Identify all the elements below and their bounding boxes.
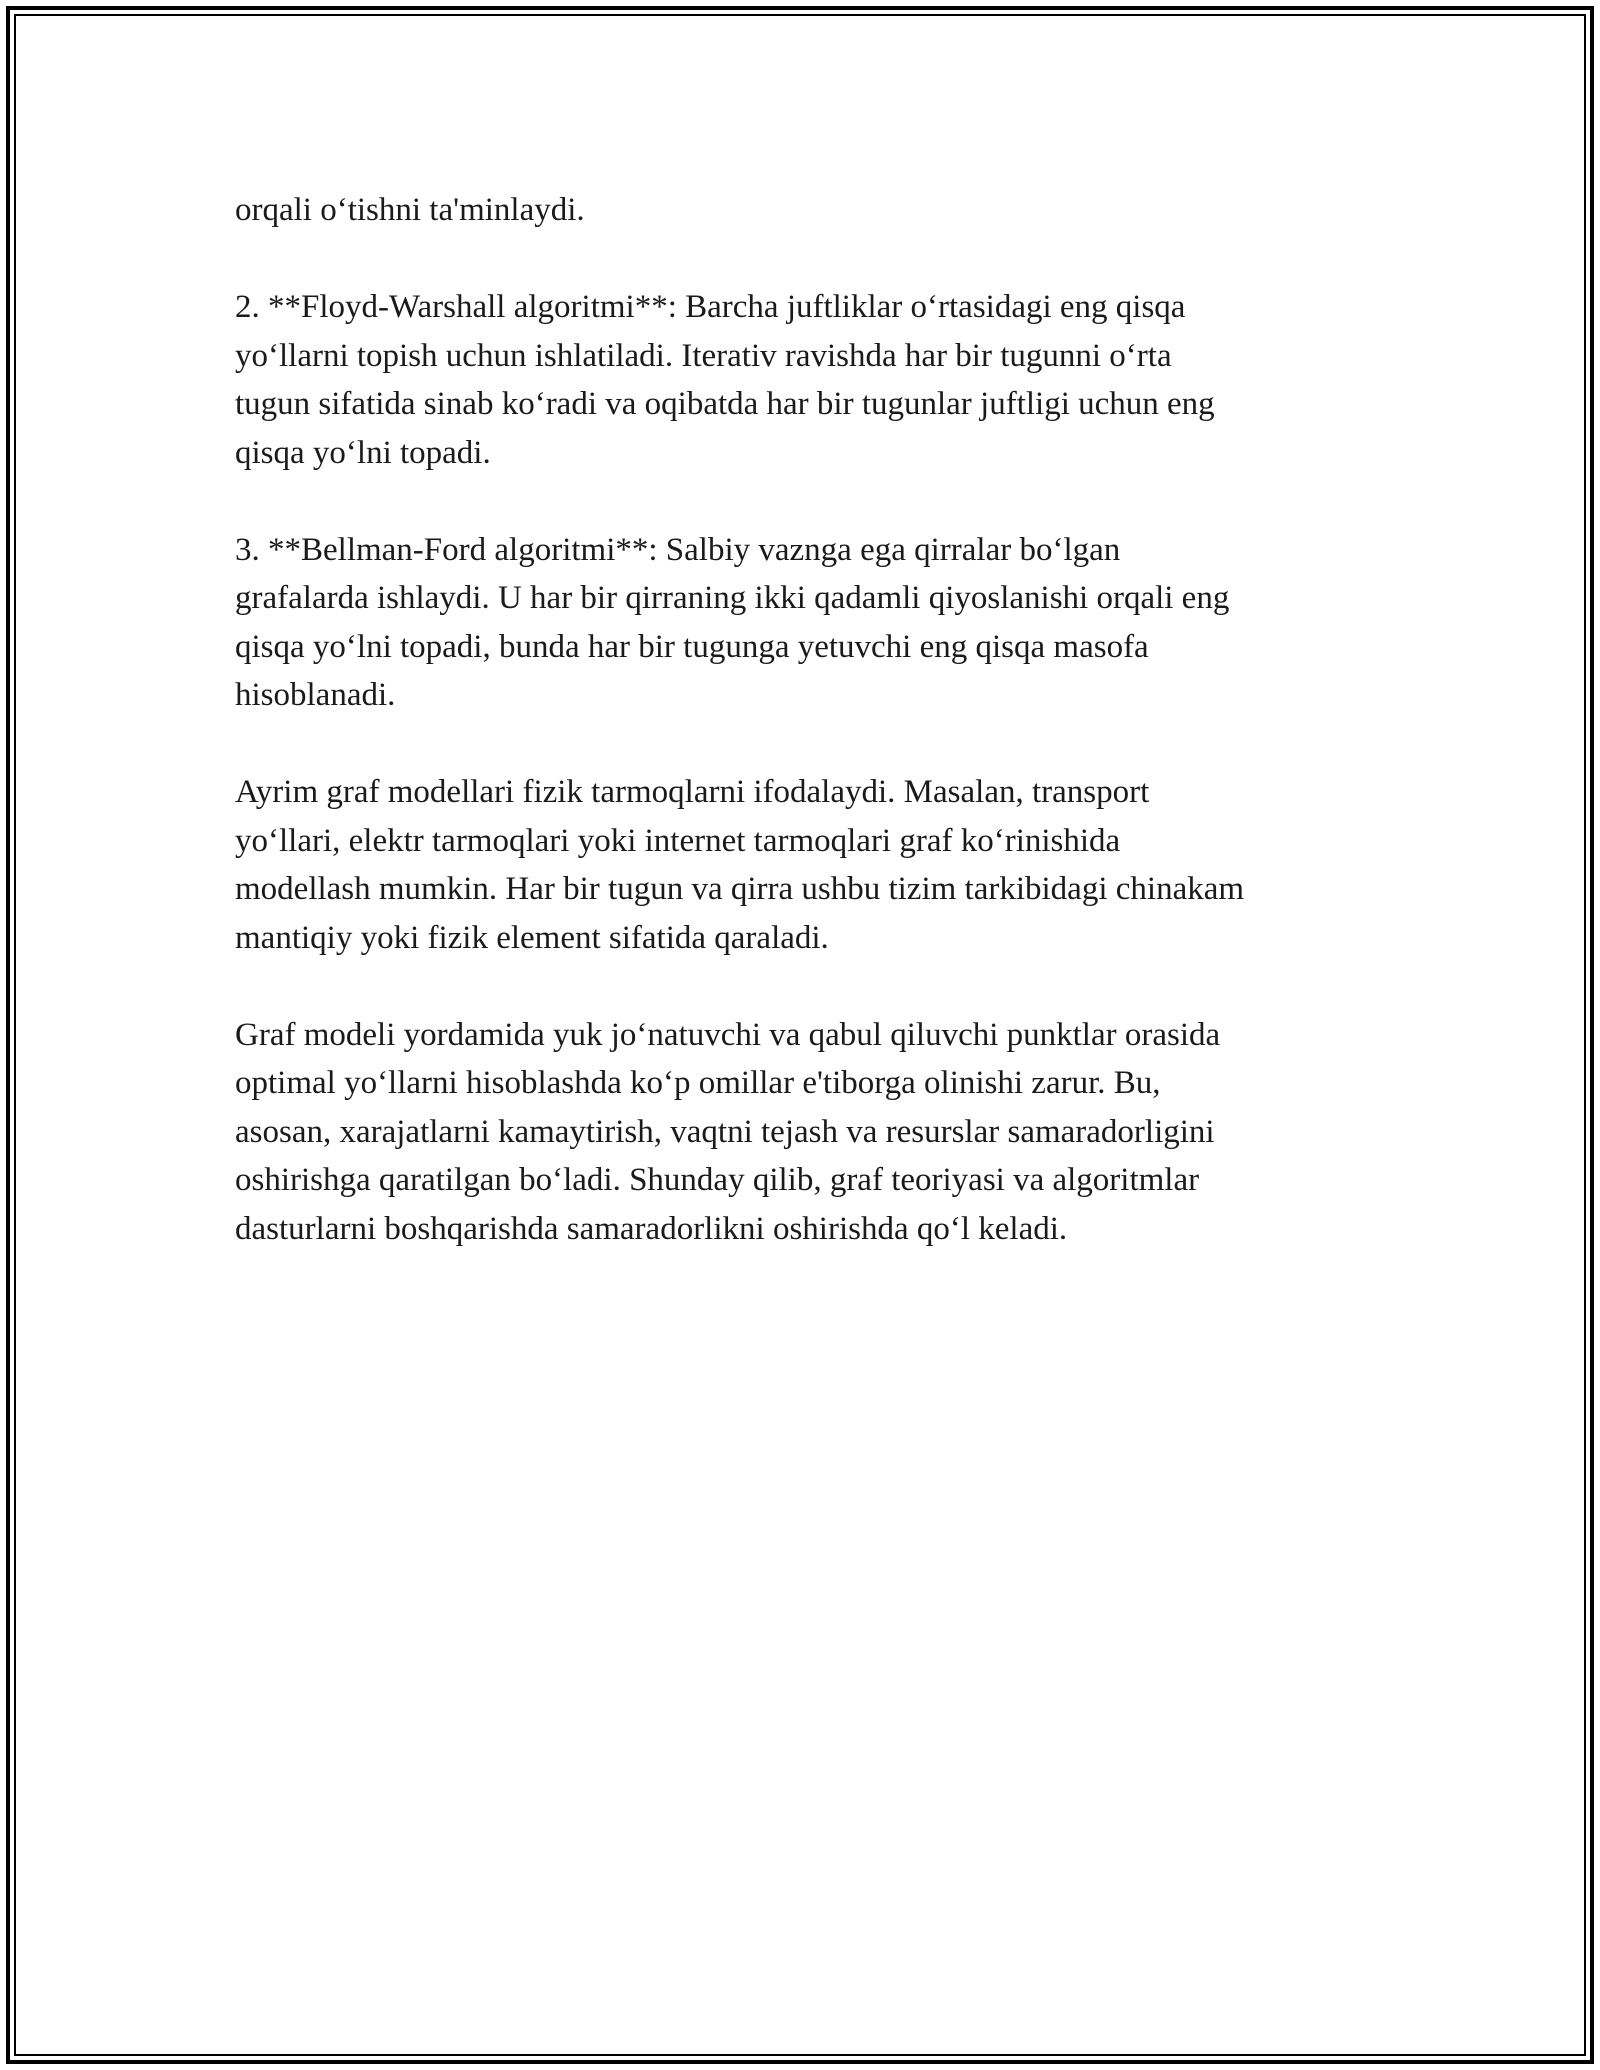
text-line: qisqa yo‘lni topadi. xyxy=(235,434,491,471)
paragraph-floyd-warshall xyxy=(235,283,1385,477)
text-line: oshirishga qaratilgan bo‘ladi. Shunday qilib, graf teoriyasi va algoritmlar xyxy=(235,1162,1200,1198)
paragraph-optimal-routes xyxy=(235,1011,1385,1254)
text-line: hisoblanadi. xyxy=(235,677,396,713)
text-line: qisqa yo‘lni topadi, bunda har bir tugunga yetuvchi eng qisqa masofa xyxy=(235,628,1149,665)
text-line: 2. **Floyd-Warshall algoritmi**: Barcha juftliklar o‘rtasidagi eng qisqa xyxy=(235,289,1186,325)
text-line: orqali o‘tishni ta'minlaydi. xyxy=(235,192,585,228)
paragraph-continuation xyxy=(235,186,1385,235)
document-body xyxy=(235,186,1385,1302)
text-line: Ayrim graf modellari fizik tarmoqlarni ifodalaydi. Masalan, transport xyxy=(235,774,1150,810)
paragraph-bellman-ford xyxy=(235,526,1385,720)
text-line: yo‘llari, elektr tarmoqlari yoki internet tarmoqlari graf ko‘rinishida xyxy=(235,822,1121,859)
text-line: 3. **Bellman-Ford algoritmi**: Salbiy vaznga ega qirralar bo‘lgan xyxy=(235,531,1121,568)
paragraph-physical-networks xyxy=(235,768,1385,962)
text-line: grafalarda ishlaydi. U har bir qirraning ikki qadamli qiyoslanishi orqali eng xyxy=(235,580,1230,616)
text-line: asosan, xarajatlarni kamaytirish, vaqtni tejash va resurslar samaradorligini xyxy=(235,1113,1215,1150)
text-line: dasturlarni boshqarishda samaradorlikni oshirishda qo‘l keladi. xyxy=(235,1210,1068,1247)
text-line: mantiqiy yoki fizik element sifatida qaraladi. xyxy=(235,919,829,956)
text-line: yo‘llarni topish uchun ishlatiladi. Iterativ ravishda har bir tugunni o‘rta xyxy=(235,337,1172,374)
text-line: tugun sifatida sinab ko‘radi va oqibatda har bir tugunlar juftligi uchun eng xyxy=(235,386,1215,422)
text-line: Graf modeli yordamida yuk jo‘natuvchi va qabul qiluvchi punktlar orasida xyxy=(235,1016,1221,1053)
text-line: optimal yo‘llarni hisoblashda ko‘p omillar e'tiborga olinishi zarur. Bu, xyxy=(235,1065,1161,1101)
text-line: modellash mumkin. Har bir tugun va qirra ushbu tizim tarkibidagi chinakam xyxy=(235,871,1245,907)
